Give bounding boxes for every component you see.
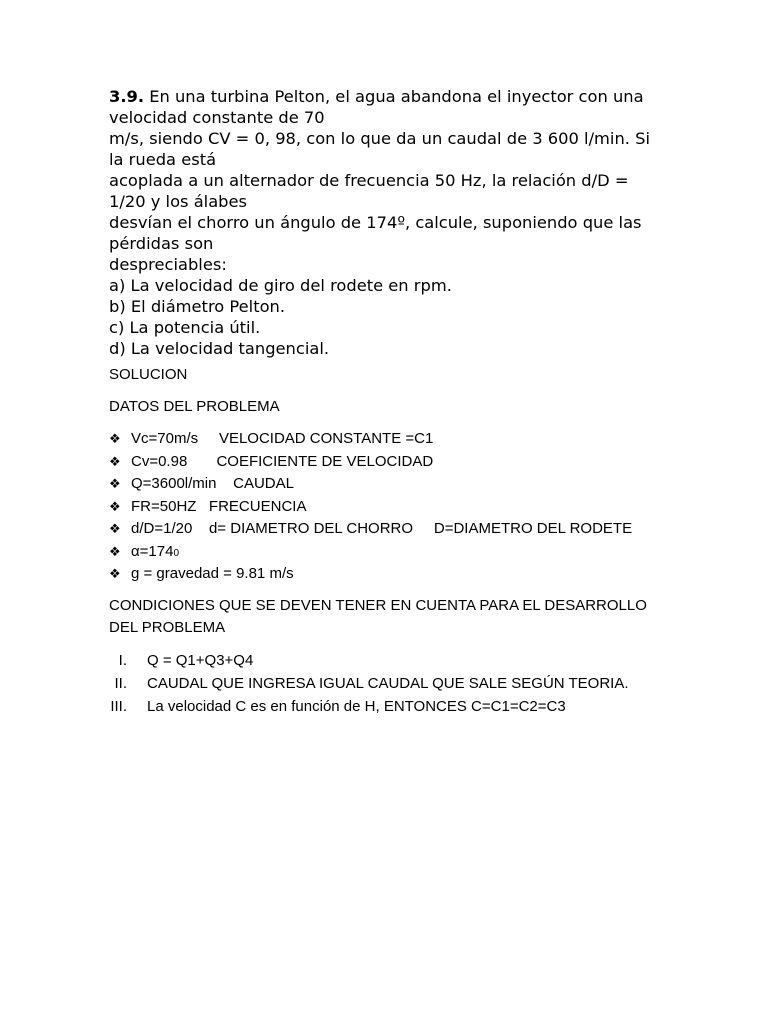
problem-number: 3.9.: [109, 87, 145, 106]
problem-line: 1/20 y los álabes: [109, 192, 248, 211]
list-item: ❖ Cv=0.98 COEFICIENTE DE VELOCIDAD: [109, 451, 433, 473]
list-item: ❖ d/D=1/20 d= DIAMETRO DEL CHORRO D=DIAMETRO DEL RODETE: [109, 518, 632, 540]
diamond-bullet-icon: ❖: [109, 431, 121, 446]
list-item: ❖ Vc=70m/s VELOCIDAD CONSTANTE =C1: [109, 428, 433, 450]
diamond-bullet-icon: ❖: [109, 521, 121, 536]
problem-line: pérdidas son: [109, 234, 214, 253]
problem-line: acoplada a un alternador de frecuencia 50 Hz, la relación d/D =: [109, 171, 629, 190]
problem-line: m/s, siendo CV = 0, 98, con lo que da un caudal de 3 600 l/min. Si: [109, 129, 650, 148]
list-item: III. La velocidad C es en función de H, ENTONCES C=C1=C2=C3: [110, 698, 566, 715]
conditions-title: CONDICIONES QUE SE DEVEN TENER EN CUENTA PARA EL DESARROLLO DEL PROBLEMA: [109, 597, 647, 636]
problem-line: b) El diámetro Pelton.: [109, 297, 286, 316]
list-item: ❖ g = gravedad = 9.81 m/s: [109, 563, 294, 585]
problem-line: c) La potencia útil.: [109, 318, 261, 337]
problem-line: desvían el chorro un ángulo de 174º, calcule, suponiendo que las: [109, 213, 642, 232]
diamond-bullet-icon: ❖: [109, 566, 121, 581]
solution-title: SOLUCION: [109, 366, 188, 383]
diamond-bullet-icon: ❖: [109, 499, 121, 514]
problem-line: la rueda está: [109, 150, 217, 169]
problem-statement: [109, 86, 654, 359]
diamond-bullet-icon: ❖: [109, 476, 121, 491]
problem-line: a) La velocidad de giro del rodete en rpm.: [109, 276, 452, 295]
diamond-bullet-icon: ❖: [109, 454, 121, 469]
diamond-bullet-icon: ❖: [109, 544, 121, 559]
problem-line: velocidad constante de 70: [109, 108, 325, 127]
data-title: DATOS DEL PROBLEMA: [109, 398, 280, 415]
list-item: ❖ FR=50HZ FRECUENCIA: [109, 496, 306, 518]
problem-line: despreciables:: [109, 255, 227, 274]
problem-line: 3.9. En una turbina Pelton, el agua abandona el inyector con una: [109, 87, 644, 106]
document-page: [109, 86, 654, 715]
list-item: ❖ α=174 0: [109, 541, 179, 563]
list-item: II. CAUDAL QUE INGRESA IGUAL CAUDAL QUE SALE SEGÚN TEORIA.: [114, 675, 629, 692]
list-item: I. Q = Q1+Q3+Q4: [118, 652, 254, 669]
problem-line: d) La velocidad tangencial.: [109, 339, 330, 358]
list-item: ❖ Q=3600l/min CAUDAL: [109, 473, 294, 495]
